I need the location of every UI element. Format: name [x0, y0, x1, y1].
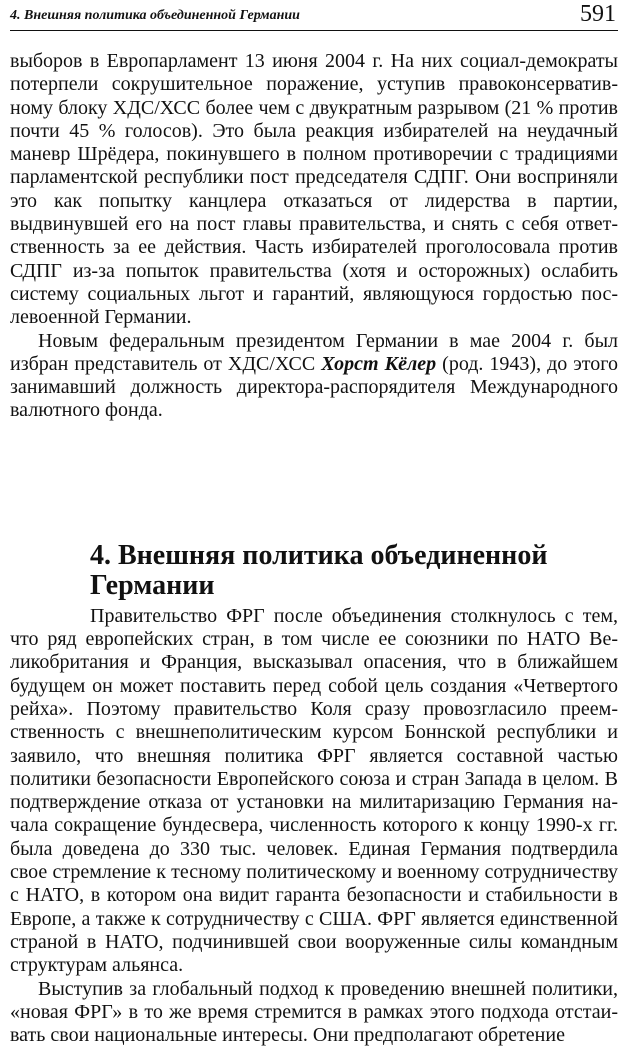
- section-heading: 4. Внешняя политика объединенной Германии: [90, 541, 618, 601]
- paragraph-4: Выступив за глобальный подход к проведению внешней политики, «новая ФРГ» в то же время стремится в рамках этого подхода отстаивать свои национальные интересы. Они предполагают обретение: [10, 978, 618, 1047]
- paragraph-3: Правительство ФРГ после объединения столкнулось с тем, что ряд европейских стран, в том числе ее союзники по НАТО Великобритания и Франция, высказывал опасения, что в ближайшем будущем он может поставить перед собой цель создания «Четвертого рейха». Поэтому правительство Коля сразу провозгласило преемственность с внешнеполитическим курсом Боннской республики и заявило, что внешняя политика ФРГ является составной частью политики безопасности Европейского союза и стран Запада в целом. В подтверждение отказа от установки на милитаризацию Германия начала сокращение бундесвера, численность которого к концу 1990-х гг. была доведена до 330 тыс. человек. Единая Германия подтвердила свое стремление к тесному политическому и военному сотрудничеству с НАТО, в котором она видит гаранта безопасности и стабильности в Европе, а также к сотрудничеству с США. ФРГ является единственной страной в НАТО, подчинившей свои вооруженные силы командным структурам альянса.: [10, 605, 618, 978]
- paragraph-2: [10, 330, 618, 423]
- person-name: Хорст Кёлер: [321, 353, 436, 375]
- running-head-title: 4. Внешняя политика объединенной Германии: [10, 8, 300, 24]
- paragraph-1: выборов в Европарламент 13 июня 2004 г. На них социал-демократы потерпели сокрушительное поражение, уступив правоконсервативному блоку ХДС/ХСС более чем с двукратным разрывом (21 % против почти 45 % голосов). Это была реакция избирателей на неудачный маневр Шрёдера, покинувшего в полном противоречии с традициями парламентской республики пост председателя СДПГ. Они восприняли это как попытку канцлера отказаться от лидерства в партии, выдвинувшей его на пост главы правительства, и снять с себя ответственность за ее действия. Часть избирателей проголосовала против СДПГ из-за попыток правительства (хотя и осторожных) ослабить систему социальных льгот и гарантий, являющуюся гордостью послевоенной Германии.: [10, 50, 618, 330]
- running-head: [10, 0, 618, 31]
- page-body: [10, 50, 618, 1047]
- page-number: 591: [580, 1, 616, 28]
- paragraph-2-end: (род. 1943), до этого занимавший должность директора-распорядителя Международного валютного фонда.: [10, 353, 618, 422]
- paragraph-2-start: Новым федеральным президентом Германии в мае 2004 г. был избран представитель от ХДС/ХСС: [10, 330, 618, 375]
